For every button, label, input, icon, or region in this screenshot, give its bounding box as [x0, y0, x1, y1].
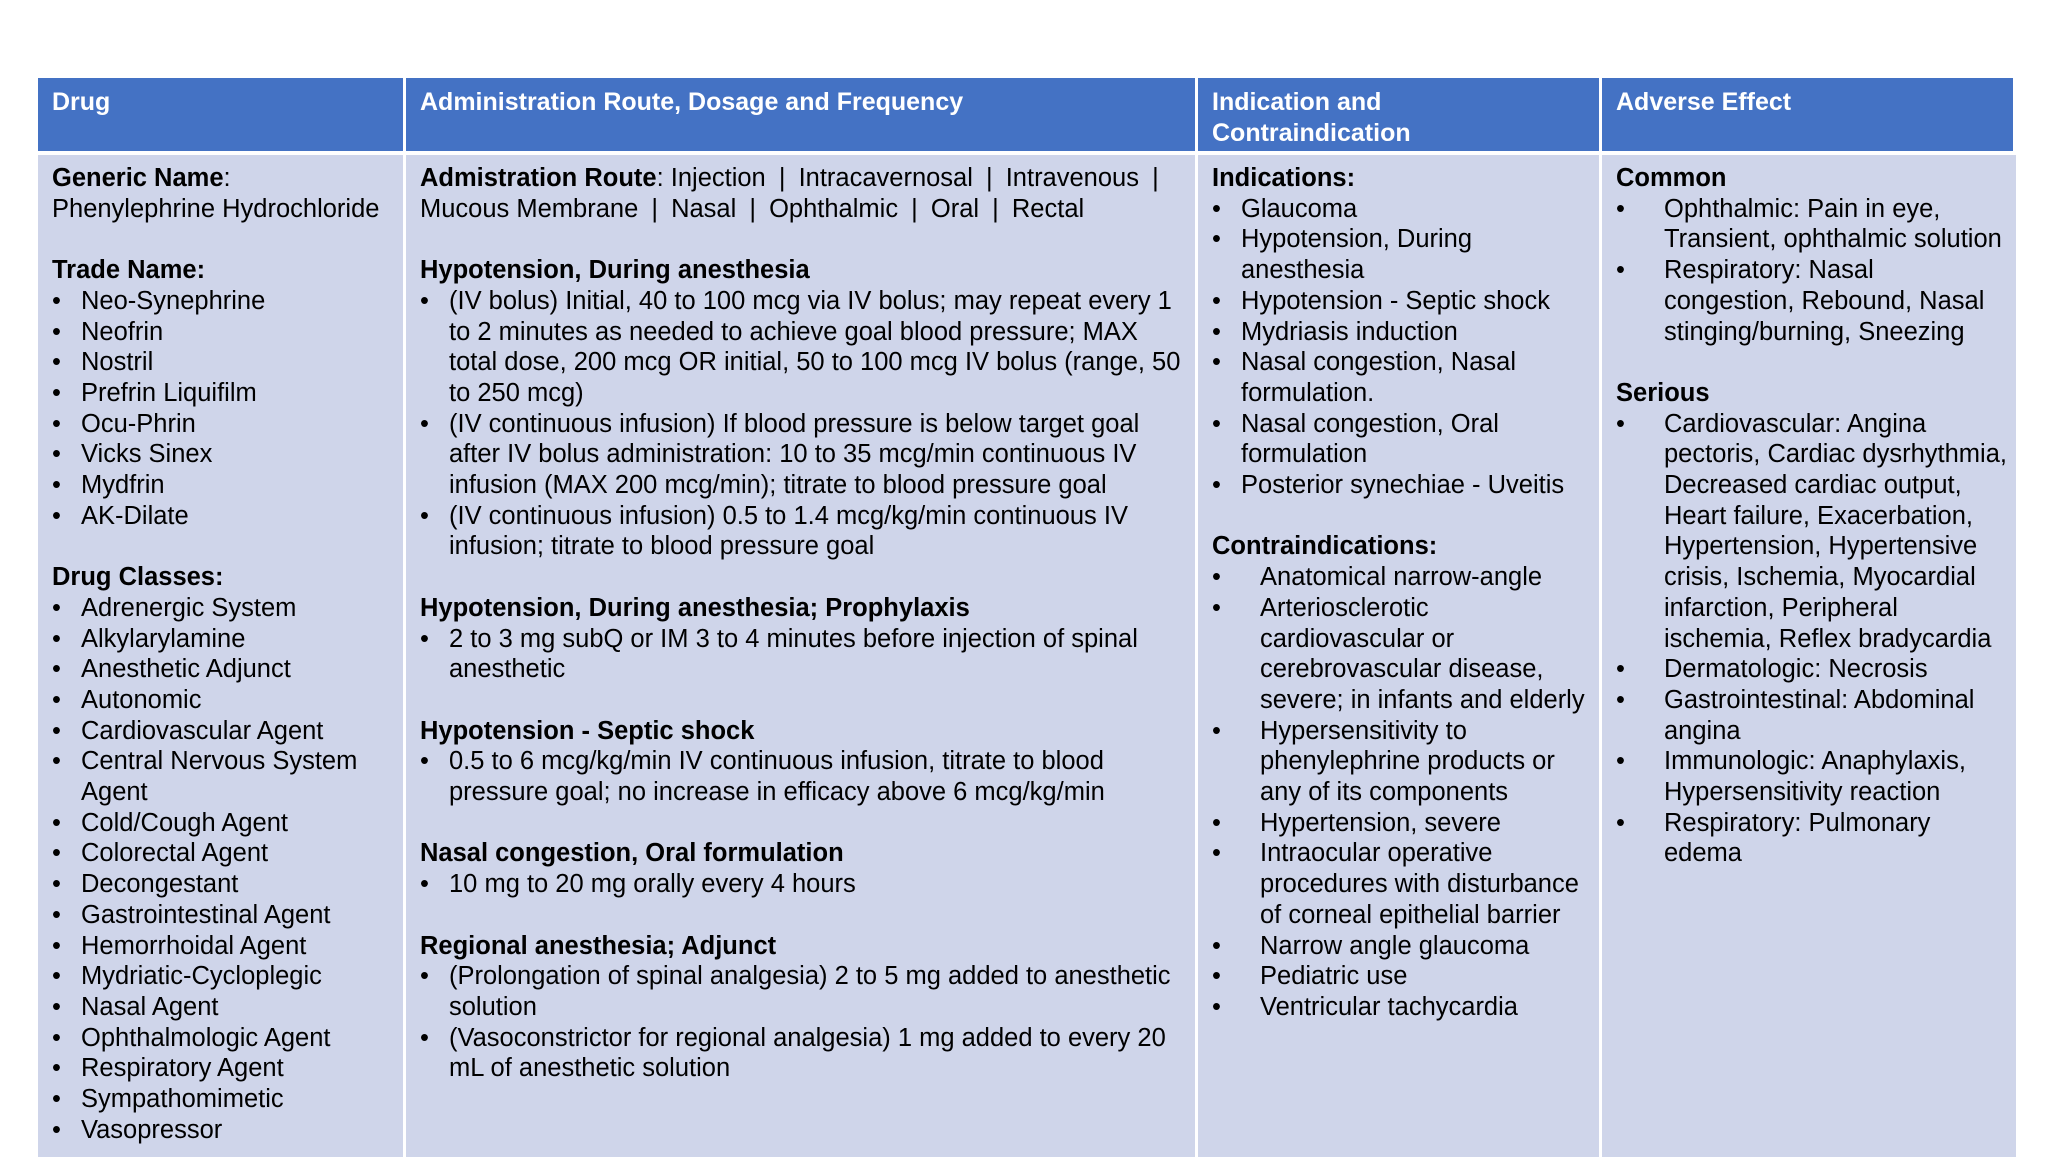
route-value: Injection: [670, 164, 766, 192]
drug-class-item: • Adrenergic System: [52, 593, 395, 624]
contraindication-item: • Hypertension, severe: [1212, 808, 1591, 839]
route-cell: [406, 155, 1198, 1157]
common-effect-item: • Respiratory: Nasal congestion, Rebound, Nasal stinging/burning, Sneezing: [1616, 255, 2008, 347]
common-label: Common: [1616, 164, 1727, 192]
contraindication-item: • Hypersensitivity to phenylephrine products or any of its components: [1212, 716, 1591, 808]
route-value: Oral: [930, 194, 980, 223]
dosage-item: • (IV continuous infusion) If blood pressure is below target goal after IV bolus administration: 10 to 35 mcg/min continuous IV infusion (MAX 200 mcg/min); titrate to blood pressure goal: [420, 409, 1181, 501]
dosage-section-title: Regional anesthesia; Adjunct: [420, 931, 777, 960]
drug-class-item: • Gastrointestinal Agent: [52, 900, 395, 931]
contraindications-list: [1212, 562, 1591, 1023]
dosage-list: [420, 286, 1181, 562]
serious-effects-list: [1616, 409, 2008, 870]
dosage-list: [420, 869, 1181, 900]
serious-effect-item: • Dermatologic: Necrosis: [1616, 654, 2008, 685]
route-separator: |: [986, 164, 993, 192]
dosage-section-title: Hypotension, During anesthesia: [420, 256, 810, 285]
indications-label: Indications:: [1212, 164, 1356, 192]
indication-item: • Mydriasis induction: [1212, 317, 1591, 348]
header-indication: Indication and Contraindication: [1198, 78, 1602, 155]
drug-information-table: [38, 78, 2016, 1157]
drug-class-item: • Colorectal Agent: [52, 838, 395, 869]
route-value: Rectal: [1011, 194, 1085, 223]
serious-label: Serious: [1616, 378, 1710, 407]
drug-class-item: • Cardiovascular Agent: [52, 716, 395, 747]
drug-class-item: • Alkylarylamine: [52, 624, 395, 655]
contraindications-label: Contraindications:: [1212, 532, 1438, 561]
dosage-section-title: Hypotension, During anesthesia; Prophylaxis: [420, 593, 970, 622]
drug-class-item: • Mydriatic-Cycloplegic: [52, 961, 395, 992]
route-separator: |: [1152, 164, 1159, 192]
contraindication-item: • Pediatric use: [1212, 961, 1591, 992]
indication-item: • Hypotension, During anesthesia: [1212, 224, 1591, 285]
dosage-sections: [420, 224, 1181, 1084]
drug-class-item: • Nasal Agent: [52, 992, 395, 1023]
route-separator: |: [911, 194, 918, 223]
indication-item: • Nasal congestion, Nasal formulation.: [1212, 347, 1591, 408]
trade-name-item: • Neofrin: [52, 317, 395, 348]
dosage-list: [420, 961, 1181, 1084]
trade-name-item: • Nostril: [52, 347, 395, 378]
common-effect-item: • Ophthalmic: Pain in eye, Transient, ophthalmic solution: [1616, 194, 2008, 255]
serious-effect-item: • Cardiovascular: Angina pectoris, Cardiac dysrhythmia, Decreased cardiac output, Heart failure, Exacerbation, Hypertension, Hypertensive crisis, Ischemia, Myocardial infarction, Peripheral ischemia, Reflex bradycardia: [1616, 409, 2008, 655]
route-value: Nasal: [671, 194, 737, 223]
indication-item: • Hypotension - Septic shock: [1212, 286, 1591, 317]
administration-route-label: Admistration Route: [420, 164, 657, 192]
drug-class-item: • Central Nervous System Agent: [52, 746, 395, 807]
header-drug: Drug: [38, 78, 406, 155]
route-value: Intracavernosal: [798, 164, 973, 192]
drug-classes-label: Drug Classes:: [52, 563, 224, 592]
generic-name-value: Phenylephrine Hydrochloride: [52, 194, 380, 223]
adverse-effect-cell: [1602, 155, 2016, 1157]
drug-class-item: • Sympathomimetic: [52, 1084, 395, 1115]
dosage-item: • (Prolongation of spinal analgesia) 2 to 5 mg added to anesthetic solution: [420, 961, 1181, 1022]
header-adverse-effect: Adverse Effect: [1602, 78, 2016, 155]
drug-class-item: • Decongestant: [52, 869, 395, 900]
drug-cell: [38, 155, 406, 1157]
serious-effect-item: • Immunologic: Anaphylaxis, Hypersensitivity reaction: [1616, 746, 2008, 807]
drug-class-item: • Respiratory Agent: [52, 1053, 395, 1084]
drug-classes-list: [52, 593, 395, 1146]
trade-name-item: • Vicks Sinex: [52, 439, 395, 470]
dosage-section-title: Hypotension - Septic shock: [420, 716, 755, 745]
contraindication-item: • Arteriosclerotic cardiovascular or cerebrovascular disease, severe; in infants and elderly: [1212, 593, 1591, 716]
route-value: Mucous Membrane: [420, 194, 639, 223]
dosage-item: • (Vasoconstrictor for regional analgesia) 1 mg added to every 20 mL of anesthetic solution: [420, 1023, 1181, 1084]
generic-name-label: Generic Name: [52, 164, 224, 192]
drug-class-item: • Autonomic: [52, 685, 395, 716]
dosage-list: [420, 624, 1181, 685]
drug-class-item: • Anesthetic Adjunct: [52, 654, 395, 685]
indication-item: • Posterior synechiae - Uveitis: [1212, 470, 1591, 501]
contraindication-item: • Intraocular operative procedures with disturbance of corneal epithelial barrier: [1212, 838, 1591, 930]
route-value: Intravenous: [1005, 164, 1139, 192]
trade-name-item: • Mydfrin: [52, 470, 395, 501]
drug-class-item: • Vasopressor: [52, 1115, 395, 1146]
dosage-item: • (IV bolus) Initial, 40 to 100 mcg via IV bolus; may repeat every 1 to 2 minutes as needed to achieve goal blood pressure; MAX total dose, 200 mcg OR initial, 50 to 100 mcg IV bolus (range, 50 to 250 mcg): [420, 286, 1181, 409]
dosage-item: • 10 mg to 20 mg orally every 4 hours: [420, 869, 1181, 900]
header-route: Administration Route, Dosage and Frequency: [406, 78, 1198, 155]
indications-list: [1212, 194, 1591, 501]
indication-item: • Nasal congestion, Oral formulation: [1212, 409, 1591, 470]
contraindication-item: • Narrow angle glaucoma: [1212, 931, 1591, 962]
administration-route-line: Admistration Route: Injection | Intracavernosal | Intravenous | Mucous Membrane | Nasal | Ophthalmic | Oral | Rectal: [420, 163, 1181, 224]
route-separator: |: [651, 194, 658, 223]
trade-name-item: • AK-Dilate: [52, 501, 395, 532]
trade-name-list: [52, 286, 395, 532]
drug-class-item: • Hemorrhoidal Agent: [52, 931, 395, 962]
route-value: Ophthalmic: [769, 194, 899, 223]
dosage-list: [420, 746, 1181, 807]
dosage-item: • (IV continuous infusion) 0.5 to 1.4 mcg/kg/min continuous IV infusion; titrate to blood pressure goal: [420, 501, 1181, 562]
contraindication-item: • Anatomical narrow-angle: [1212, 562, 1591, 593]
contraindication-item: • Ventricular tachycardia: [1212, 992, 1591, 1023]
trade-name-label: Trade Name:: [52, 256, 206, 285]
drug-class-item: • Ophthalmologic Agent: [52, 1023, 395, 1054]
dosage-section-title: Nasal congestion, Oral formulation: [420, 839, 844, 868]
route-separator: |: [992, 194, 999, 223]
route-separator: |: [778, 164, 786, 192]
serious-effect-item: • Respiratory: Pulmonary edema: [1616, 808, 2008, 869]
serious-effect-item: • Gastrointestinal: Abdominal angina: [1616, 685, 2008, 746]
drug-class-item: • Cold/Cough Agent: [52, 808, 395, 839]
generic-name-line: Generic Name:: [52, 164, 231, 192]
dosage-item: • 0.5 to 6 mcg/kg/min IV continuous infusion, titrate to blood pressure goal; no increase in efficacy above 6 mcg/kg/min: [420, 746, 1181, 807]
trade-name-item: • Neo-Synephrine: [52, 286, 395, 317]
indication-item: • Glaucoma: [1212, 194, 1591, 225]
common-effects-list: [1616, 194, 2008, 348]
trade-name-item: • Ocu-Phrin: [52, 409, 395, 440]
route-separator: |: [749, 194, 756, 223]
trade-name-item: • Prefrin Liquifilm: [52, 378, 395, 409]
indication-cell: [1198, 155, 1602, 1157]
dosage-item: • 2 to 3 mg subQ or IM 3 to 4 minutes before injection of spinal anesthetic: [420, 624, 1181, 685]
